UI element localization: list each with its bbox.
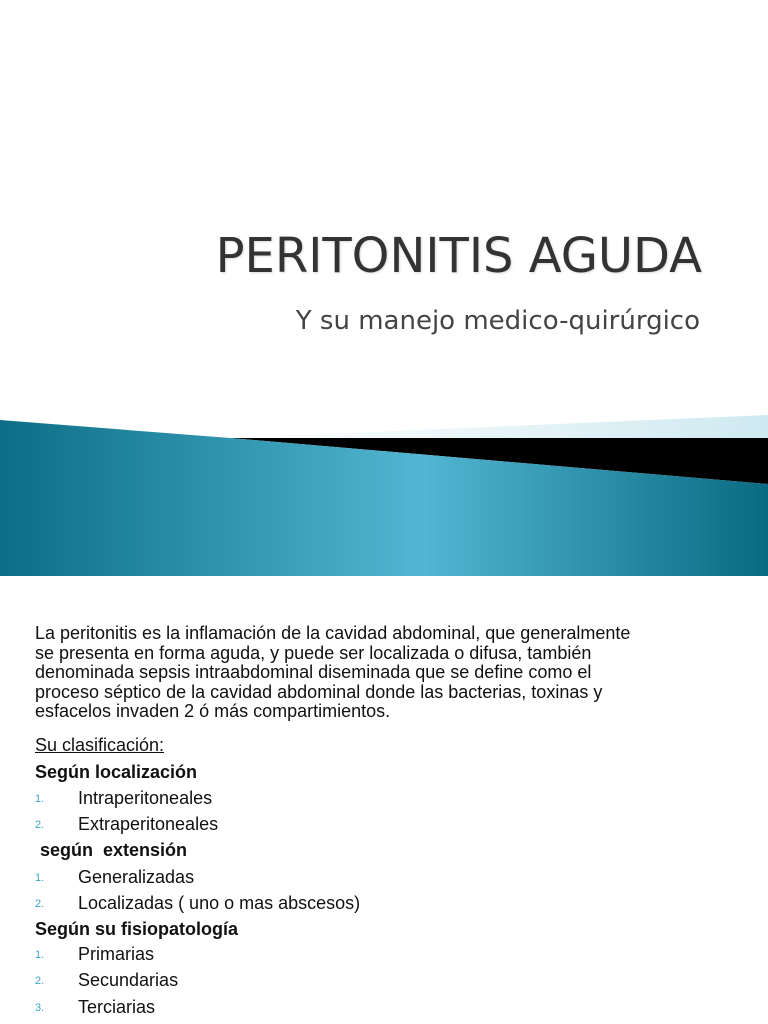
list-item: [35, 970, 178, 991]
list-item: [35, 814, 218, 835]
list-number: 3.: [35, 1002, 45, 1014]
band-pale-strip: [230, 415, 768, 440]
section-heading: Según su fisiopatología: [35, 919, 239, 939]
list-item: [35, 997, 155, 1018]
list-number: 2.: [35, 819, 45, 831]
list-text: Localizadas ( uno o mas abscesos): [78, 893, 361, 913]
list-number: 1.: [35, 872, 45, 884]
list-text: Extraperitoneales: [78, 814, 219, 834]
section-heading: Según localización: [35, 762, 198, 782]
content-slide: [0, 576, 768, 1024]
list-text: Terciarias: [78, 997, 156, 1017]
list-item: [35, 893, 360, 914]
list-number: 2.: [35, 975, 45, 987]
list-text: Primarias: [78, 944, 155, 964]
slide-subtitle: Y su manejo medico-quirúrgico: [295, 306, 700, 336]
list-number: 1.: [35, 949, 45, 961]
intro-line: denominada sepsis intraabdominal diseminada que se define como el: [35, 662, 592, 682]
section-heading: según extensión: [35, 840, 188, 860]
intro-line: proceso séptico de la cavidad abdominal donde las bacterias, toxinas y: [35, 681, 603, 702]
decorative-band: [0, 410, 768, 576]
list-item: [35, 944, 154, 965]
list-text: Secundarias: [78, 970, 179, 990]
list-item: [35, 867, 194, 888]
classification-label: Su clasificación:: [35, 735, 165, 755]
slide-title: PERITONITIS AGUDA: [215, 228, 702, 284]
list-number: 2.: [35, 898, 45, 910]
intro-line: esfacelos invaden 2 ó más compartimientos.: [35, 701, 391, 721]
list-text: Intraperitoneales: [78, 788, 213, 808]
intro-line: La peritonitis es la inflamación de la cavidad abdominal, que generalmente: [35, 623, 631, 643]
list-number: 1.: [35, 793, 45, 805]
intro-paragraph: [35, 624, 735, 722]
intro-line: se presenta en forma aguda, y puede ser localizada o difusa, también: [35, 642, 592, 663]
list-item: [35, 788, 212, 809]
list-text: Generalizadas: [78, 867, 195, 887]
